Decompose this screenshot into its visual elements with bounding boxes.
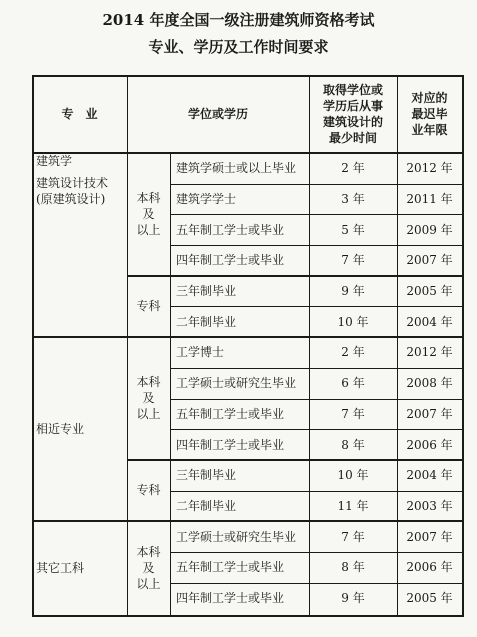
grad-year-cell: 2004 年 <box>406 314 453 329</box>
table-rule <box>170 306 462 307</box>
level-label: 专科 <box>136 298 161 313</box>
header-grad-year-line: 最迟毕 <box>411 106 448 121</box>
header-min-time-line: 取得学位或 <box>322 82 383 97</box>
degree-cell: 四年制工学士或毕业 <box>176 253 285 268</box>
grad-year-cell: 2012 年 <box>406 345 453 360</box>
grad-year-cell: 2009 年 <box>406 222 453 237</box>
level-cell <box>127 459 170 521</box>
level-cell <box>127 337 170 459</box>
major-cell <box>32 521 127 615</box>
grad-year-cell: 2006 年 <box>406 560 453 575</box>
min-time-cell: 9 年 <box>341 284 365 299</box>
level-cell <box>127 153 170 275</box>
degree-cell: 工学硕士或研究生毕业 <box>176 376 297 391</box>
degree-cell: 二年制毕业 <box>176 498 237 513</box>
table-rule <box>170 552 462 553</box>
table-rule <box>170 184 462 185</box>
major-cell <box>32 153 127 337</box>
min-time-cell: 11 年 <box>337 498 369 513</box>
degree-cell: 建筑学硕士或以上毕业 <box>176 161 297 176</box>
degree-cell: 五年制工学士或毕业 <box>176 222 285 237</box>
degree-cell: 工学硕士或研究生毕业 <box>176 529 297 544</box>
header-grad-year-line: 业年限 <box>411 123 448 138</box>
table-rule <box>32 615 462 617</box>
header-min-time-line: 建筑设计的 <box>322 115 383 129</box>
min-time-cell: 6 年 <box>341 376 365 391</box>
header-min-time <box>309 75 397 153</box>
min-time-cell: 7 年 <box>341 253 365 268</box>
level-cell <box>127 521 170 615</box>
header-grad-year-line: 对应的 <box>411 90 448 105</box>
min-time-cell: 8 年 <box>341 437 365 452</box>
level-label: 以上 <box>136 407 161 422</box>
table-rule <box>170 368 462 369</box>
table-rule <box>170 214 462 215</box>
degree-cell: 四年制工学士或毕业 <box>176 437 285 452</box>
grad-year-cell: 2006 年 <box>406 437 453 452</box>
degree-cell: 五年制工学士或毕业 <box>176 406 285 421</box>
level-label: 本科 <box>136 544 161 559</box>
grad-year-cell: 2012 年 <box>406 161 453 176</box>
min-time-cell: 5 年 <box>341 222 365 237</box>
grad-year-cell: 2011 年 <box>406 191 453 206</box>
table-rule <box>127 75 128 615</box>
grad-year-cell: 2005 年 <box>406 591 453 606</box>
grad-year-cell: 2005 年 <box>406 284 453 299</box>
title-line-2: 专业、学历及工作时间要求 <box>148 38 329 56</box>
table-rule <box>32 75 34 617</box>
major-label: 建筑设计技术 <box>36 176 109 191</box>
table-rule <box>170 491 462 492</box>
grad-year-cell: 2003 年 <box>406 498 453 513</box>
degree-cell: 二年制毕业 <box>176 314 237 329</box>
degree-cell: 工学博士 <box>176 345 225 360</box>
min-time-cell: 10 年 <box>337 468 369 483</box>
table-rule <box>309 75 310 615</box>
header-degree: 学位或学历 <box>187 106 248 121</box>
header-min-time-line: 最少时间 <box>328 131 377 146</box>
degree-cell: 五年制工学士或毕业 <box>176 560 285 575</box>
min-time-cell: 8 年 <box>341 560 365 575</box>
min-time-cell: 3 年 <box>341 191 365 206</box>
grad-year-cell: 2008 年 <box>406 376 453 391</box>
header-min-time-line: 学历后从事 <box>322 98 383 113</box>
level-label: 及 <box>142 206 155 221</box>
grad-year-cell: 2004 年 <box>406 468 453 483</box>
major-label: 建筑学 <box>36 154 73 168</box>
major-label: 其它工科 <box>36 560 85 575</box>
degree-cell: 三年制毕业 <box>176 284 237 299</box>
level-label: 以上 <box>136 577 161 592</box>
min-time-cell: 7 年 <box>341 406 365 421</box>
grad-year-cell: 2007 年 <box>406 253 453 268</box>
table-rule <box>462 75 464 617</box>
table-rule <box>127 275 462 277</box>
major-label: (原建筑设计) <box>36 192 106 207</box>
level-label: 本科 <box>136 374 161 389</box>
table-rule <box>397 75 398 615</box>
grad-year-cell: 2007 年 <box>406 406 453 421</box>
level-label: 以上 <box>136 223 161 238</box>
degree-cell: 三年制毕业 <box>176 468 237 483</box>
table-rule <box>170 245 462 246</box>
table-rule <box>170 399 462 400</box>
header-grad-year <box>397 75 462 153</box>
major-label: 相近专业 <box>36 421 85 436</box>
title-line-1: 2014 年度全国一级注册建筑师资格考试 <box>102 11 375 29</box>
level-cell <box>127 275 170 337</box>
header-major: 专 业 <box>61 106 98 121</box>
min-time-cell: 7 年 <box>341 529 365 544</box>
degree-cell: 建筑学学士 <box>176 191 237 206</box>
level-label: 本科 <box>136 190 161 205</box>
grad-year-cell: 2007 年 <box>406 529 453 544</box>
table-rule <box>170 583 462 584</box>
table-rule <box>170 429 462 430</box>
degree-cell: 四年制工学士或毕业 <box>176 591 285 606</box>
level-label: 及 <box>142 560 155 575</box>
min-time-cell: 2 年 <box>341 345 365 360</box>
min-time-cell: 2 年 <box>341 161 365 176</box>
major-cell <box>32 337 127 521</box>
table-rule <box>127 459 462 461</box>
level-label: 专科 <box>136 482 161 497</box>
table-rule <box>170 153 171 615</box>
level-label: 及 <box>142 390 155 405</box>
min-time-cell: 10 年 <box>337 314 369 329</box>
min-time-cell: 9 年 <box>341 591 365 606</box>
